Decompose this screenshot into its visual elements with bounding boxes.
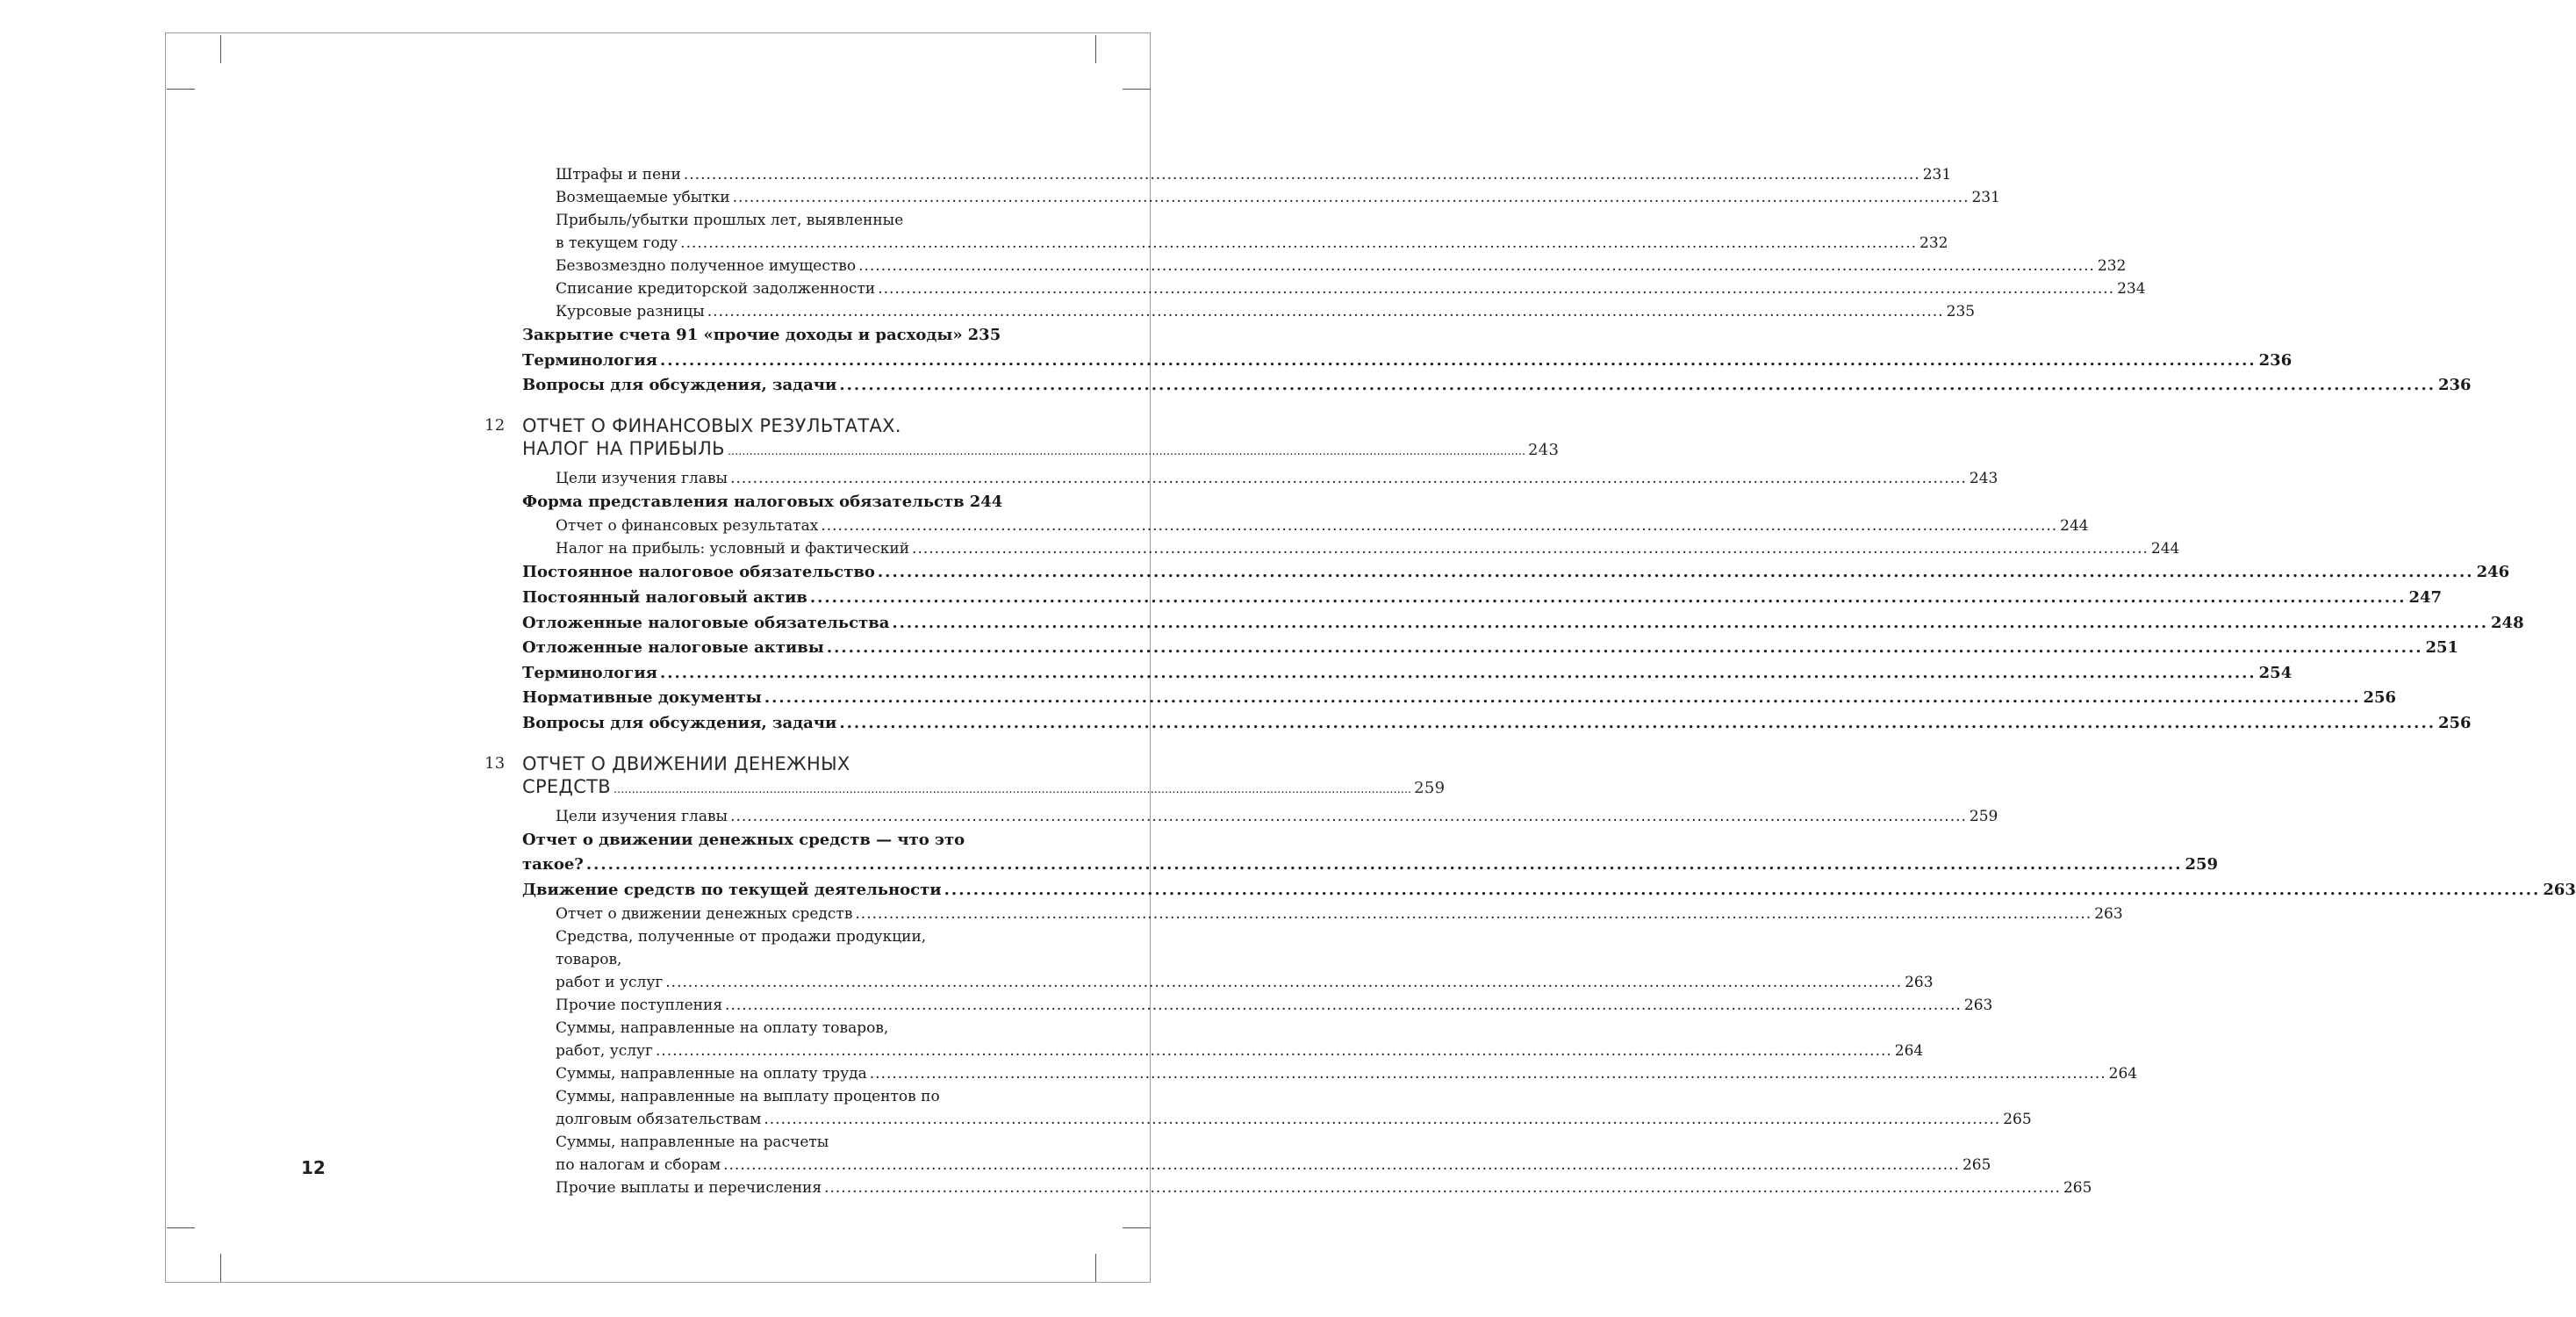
toc-entry-title: Отчет о финансовых результатах bbox=[556, 517, 819, 536]
crop-mark-bottom-right-vertical bbox=[1095, 1254, 1096, 1282]
toc-entry-line bbox=[556, 1154, 1991, 1177]
toc-section bbox=[522, 686, 2397, 711]
toc-entry-line bbox=[522, 853, 2219, 878]
toc-subsection bbox=[556, 537, 2180, 560]
crop-mark-bottom-right-horizontal bbox=[1123, 1227, 1151, 1228]
toc-entry-line bbox=[556, 805, 1998, 828]
toc-entry-title: Списание кредиторской задолженности bbox=[556, 280, 876, 298]
toc-entry-line bbox=[522, 323, 1001, 349]
toc-entry-line bbox=[522, 373, 2472, 399]
toc-entry-title: Штрафы и пени bbox=[556, 166, 681, 184]
toc-subsection bbox=[556, 277, 2146, 300]
toc-entry-title: Движение средств по текущей деятельности bbox=[522, 880, 942, 899]
dot-leader: ............................................................................................................................................................................................................................ bbox=[764, 1111, 2001, 1129]
toc-page-number: 248 bbox=[2491, 613, 2524, 632]
toc-page-number: 232 bbox=[1919, 234, 1948, 252]
toc-subsection bbox=[556, 1017, 1924, 1062]
dot-leader: ............................................................................................................................................................................................................................ bbox=[839, 713, 2436, 732]
toc-page-number: 231 bbox=[1922, 166, 1952, 184]
dot-leader: ............................................................................................................................................................................................................................ bbox=[707, 303, 1944, 320]
toc-page-number: 259 bbox=[1969, 807, 1998, 825]
toc-page-number: 244 bbox=[2150, 540, 2180, 558]
toc-subsection bbox=[556, 300, 1976, 323]
toc-entry-line bbox=[522, 560, 2510, 586]
toc-subsection bbox=[556, 903, 2123, 925]
toc-subsection bbox=[556, 255, 2127, 277]
toc-page-number: 243 bbox=[1528, 440, 1560, 459]
dot-leader: ............................................................................................................................................................................................................................ bbox=[585, 855, 2183, 874]
toc-page-number: 236 bbox=[2258, 350, 2293, 370]
chapter-number: 12 bbox=[484, 415, 506, 435]
toc-section bbox=[522, 661, 2293, 687]
toc-entry-line bbox=[522, 661, 2293, 687]
toc-entry-title: Постоянный налоговый актив bbox=[522, 587, 807, 607]
toc-subsection bbox=[556, 1062, 2138, 1085]
dot-leader: ............................................................................................................................................................................................................................ bbox=[680, 234, 1918, 252]
toc-entry-title: Отчет о движении денежных средств — что это bbox=[522, 830, 965, 849]
toc-entry-title: Средства, полученные от продажи продукции, товаров, bbox=[556, 928, 927, 969]
toc-subsection bbox=[556, 805, 1998, 828]
toc-entry-title: НАЛОГ НА ПРИБЫЛЬ bbox=[522, 437, 725, 459]
table-of-contents bbox=[474, 163, 2576, 1199]
toc-entry-title: Отчет о движении денежных средств bbox=[556, 905, 853, 924]
toc-entry-title: такое? bbox=[522, 855, 584, 874]
page-number: 12 bbox=[301, 1157, 326, 1178]
toc-entry-title: ОТЧЕТ О ДВИЖЕНИИ ДЕНЕЖНЫХ bbox=[522, 752, 850, 774]
chapter-title bbox=[522, 752, 1446, 802]
toc-entry-title: Прочие поступления bbox=[556, 997, 723, 1015]
toc-page-number: 236 bbox=[2437, 376, 2472, 395]
chapter-heading bbox=[474, 414, 1560, 464]
toc-entry-line bbox=[556, 1062, 2138, 1085]
toc-entry-title: Курсовые разницы bbox=[556, 303, 705, 320]
toc-entry-title: Суммы, направленные на оплату труда bbox=[556, 1065, 867, 1083]
toc-subsection bbox=[556, 925, 1934, 994]
toc-entry-title: Безвозмездно полученное имущество bbox=[556, 257, 857, 275]
toc-subsection bbox=[556, 515, 2089, 537]
toc-page-number: 263 bbox=[2543, 880, 2576, 899]
dot-leader: ............................................................................................................................................................................................................................ bbox=[725, 997, 1962, 1015]
toc-entry-line bbox=[556, 1108, 2032, 1131]
toc-entry-title: Вопросы для обсуждения, задачи bbox=[522, 376, 837, 395]
toc-entry-line bbox=[522, 878, 2576, 903]
toc-entry-line bbox=[556, 537, 2180, 560]
toc-entry-line bbox=[522, 586, 2443, 611]
toc-page-number: 259 bbox=[2185, 855, 2219, 874]
toc-page-number: 244 bbox=[2060, 517, 2089, 536]
toc-entry-title: ОТЧЕТ О ФИНАНСОВЫХ РЕЗУЛЬТАТАХ. bbox=[522, 414, 901, 436]
dot-leader: ............................................................................................................................................................................................................................ bbox=[723, 1156, 1960, 1175]
toc-page-number: 246 bbox=[2476, 563, 2510, 582]
dot-leader: ............................................................................................................................................................................................................................ bbox=[869, 1065, 2106, 1083]
toc-section bbox=[522, 586, 2443, 611]
toc-entry-line bbox=[522, 711, 2472, 737]
crop-mark-top-right-vertical bbox=[1095, 35, 1096, 63]
toc-entry-title: работ и услуг bbox=[556, 974, 664, 992]
dot-leader: ............................................................................................................................................................................................................................ bbox=[944, 880, 2541, 899]
toc-entry-line bbox=[556, 300, 1976, 323]
dot-leader: ............................................................................................................................................................................................................................ bbox=[764, 688, 2361, 708]
toc-entry-line bbox=[556, 186, 2000, 209]
toc-entry-line bbox=[522, 349, 2293, 374]
toc-subsection bbox=[556, 1085, 2032, 1131]
toc-subsection bbox=[556, 209, 1948, 255]
toc-entry-title: по налогам и сборам bbox=[556, 1156, 721, 1175]
toc-entry-title: Отложенные налоговые активы bbox=[522, 638, 824, 658]
toc-section bbox=[522, 560, 2510, 586]
toc-entry-line bbox=[556, 971, 1934, 994]
toc-entry-title: Отложенные налоговые обязательства bbox=[522, 613, 890, 632]
toc-page-number: 232 bbox=[2097, 257, 2127, 275]
crop-mark-bottom-left-horizontal bbox=[167, 1227, 195, 1228]
toc-entry-line bbox=[556, 163, 1952, 186]
dot-leader: ............................................................................................................................................................................................................................ bbox=[665, 974, 1903, 992]
toc-section bbox=[522, 490, 1003, 515]
toc-entry-title: Закрытие счета 91 «прочие доходы и расходы» bbox=[522, 326, 963, 344]
dot-leader: ............................................................................................................................................................................................................................ bbox=[727, 444, 1526, 458]
toc-entry-title: Вопросы для обсуждения, задачи bbox=[522, 713, 837, 732]
crop-mark-bottom-left-vertical bbox=[220, 1254, 221, 1282]
toc-entry-line bbox=[522, 437, 1560, 464]
toc-entry-title: Налог на прибыль: условный и фактический bbox=[556, 540, 910, 558]
dot-leader: ............................................................................................................................................................................................................................ bbox=[877, 563, 2474, 582]
toc-subsection bbox=[556, 467, 1998, 490]
dot-leader: ............................................................................................................................................................................................................................ bbox=[683, 166, 1920, 184]
toc-subsection bbox=[556, 186, 2000, 209]
toc-entry-line bbox=[522, 775, 1446, 802]
toc-entry-title: Терминология bbox=[522, 663, 657, 682]
toc-entry-line bbox=[556, 994, 1993, 1017]
toc-entry-title: Суммы, направленные на выплату процентов по bbox=[556, 1088, 940, 1106]
toc-entry-line bbox=[522, 686, 2397, 711]
dot-leader: ............................................................................................................................................................................................................................ bbox=[659, 350, 2257, 370]
toc-page-number: 263 bbox=[2094, 905, 2123, 924]
toc-entry-title: Постоянное налоговое обязательство bbox=[522, 563, 875, 582]
toc-entry-line bbox=[556, 515, 2089, 537]
dot-leader: ............................................................................................................................................................................................................................ bbox=[912, 540, 2149, 558]
dot-leader: ............................................................................................................................................................................................................................ bbox=[855, 905, 2092, 924]
crop-mark-top-left-horizontal bbox=[167, 89, 195, 90]
dot-leader: ............................................................................................................................................................................................................................ bbox=[659, 663, 2257, 682]
toc-subsection bbox=[556, 994, 1993, 1017]
toc-page-number: 244 bbox=[969, 492, 1003, 511]
toc-subsection bbox=[556, 1131, 1991, 1177]
toc-page-number: 259 bbox=[1414, 778, 1446, 797]
dot-leader: ............................................................................................................................................................................................................................ bbox=[730, 807, 1967, 825]
toc-section bbox=[522, 349, 2293, 374]
dot-leader: ............................................................................................................................................................................................................................ bbox=[826, 638, 2423, 658]
toc-entry-title: Суммы, направленные на расчеты bbox=[556, 1133, 829, 1152]
toc-entry-line bbox=[522, 490, 1003, 515]
dot-leader: ............................................................................................................................................................................................................................ bbox=[892, 613, 2489, 632]
toc-section bbox=[522, 636, 2459, 661]
toc-section bbox=[522, 878, 2576, 903]
toc-page-number: 234 bbox=[2117, 280, 2146, 298]
dot-leader: ............................................................................................................................................................................................................................ bbox=[730, 469, 1967, 487]
toc-entry-line bbox=[556, 467, 1998, 490]
toc-entry-line bbox=[522, 611, 2524, 637]
toc-page-number: 265 bbox=[1962, 1156, 1991, 1175]
toc-section bbox=[522, 373, 2472, 399]
dot-leader: ............................................................................................................................................................................................................................ bbox=[821, 517, 2058, 536]
toc-entry-title: Цели изучения главы bbox=[556, 807, 728, 825]
toc-section bbox=[522, 711, 2472, 737]
toc-page-number: 243 bbox=[1969, 469, 1998, 487]
toc-page-number: 235 bbox=[1946, 303, 1976, 320]
toc-page-number: 256 bbox=[2363, 688, 2397, 708]
dot-leader: ............................................................................................................................................................................................................................ bbox=[878, 280, 2115, 298]
dot-leader: ............................................................................................................................................................................................................................ bbox=[732, 189, 1970, 206]
toc-entry-line bbox=[556, 1177, 2092, 1199]
toc-entry-line bbox=[556, 277, 2146, 300]
toc-entry-title: работ, услуг bbox=[556, 1042, 653, 1061]
toc-page-number: 263 bbox=[1963, 997, 1993, 1015]
toc-page-number: 265 bbox=[2003, 1111, 2032, 1129]
dot-leader: ............................................................................................................................................................................................................................ bbox=[655, 1042, 1892, 1061]
chapter-number: 13 bbox=[484, 753, 506, 773]
toc-page-number: 251 bbox=[2425, 638, 2459, 658]
dot-leader: ............................................................................................................................................................................................................................ bbox=[614, 782, 1412, 796]
toc-page-number: 247 bbox=[2408, 587, 2443, 607]
toc-entry-title: Форма представления налоговых обязательств bbox=[522, 492, 965, 511]
dot-leader: ............................................................................................................................................................................................................................ bbox=[839, 376, 2436, 395]
toc-entry-title: СРЕДСТВ bbox=[522, 775, 611, 797]
crop-mark-top-left-vertical bbox=[220, 35, 221, 63]
toc-subsection bbox=[556, 163, 1952, 186]
toc-entry-title: Прибыль/убытки прошлых лет, выявленные bbox=[556, 212, 904, 229]
dot-leader: ............................................................................................................................................................................................................................ bbox=[809, 587, 2407, 607]
toc-page-number: 264 bbox=[1894, 1042, 1924, 1061]
chapter-title bbox=[522, 414, 1560, 464]
toc-page-number: 235 bbox=[967, 326, 1001, 344]
toc-section bbox=[522, 828, 2219, 878]
toc-page-number: 256 bbox=[2437, 713, 2472, 732]
toc-entry-title: Цели изучения главы bbox=[556, 469, 728, 487]
toc-page-number: 231 bbox=[1971, 189, 2000, 206]
toc-page-number: 263 bbox=[1905, 974, 1934, 992]
crop-mark-top-right-horizontal bbox=[1123, 89, 1151, 90]
toc-page-number: 264 bbox=[2108, 1065, 2138, 1083]
toc-entry-title: долговым обязательствам bbox=[556, 1111, 762, 1129]
toc-entry-title: Прочие выплаты и перечисления bbox=[556, 1179, 822, 1198]
toc-entry-line bbox=[556, 1040, 1924, 1062]
toc-page-number: 265 bbox=[2063, 1179, 2092, 1198]
toc-entry-line bbox=[556, 232, 1948, 255]
toc-section bbox=[522, 611, 2524, 637]
toc-page-number: 254 bbox=[2258, 663, 2293, 682]
chapter-heading bbox=[474, 752, 1446, 802]
toc-entry-line bbox=[522, 636, 2459, 661]
dot-leader: ............................................................................................................................................................................................................................ bbox=[824, 1179, 2061, 1198]
toc-entry-line bbox=[556, 255, 2127, 277]
toc-entry-title: Терминология bbox=[522, 350, 657, 370]
toc-section bbox=[522, 323, 1001, 349]
toc-subsection bbox=[556, 1177, 2092, 1199]
dot-leader: ............................................................................................................................................................................................................................ bbox=[858, 257, 2095, 275]
toc-entry-title: Суммы, направленные на оплату товаров, bbox=[556, 1019, 889, 1038]
toc-entry-title: Возмещаемые убытки bbox=[556, 189, 730, 206]
toc-entry-title: Нормативные документы bbox=[522, 688, 762, 708]
toc-entry-line bbox=[556, 903, 2123, 925]
toc-entry-title: в текущем году bbox=[556, 234, 678, 252]
